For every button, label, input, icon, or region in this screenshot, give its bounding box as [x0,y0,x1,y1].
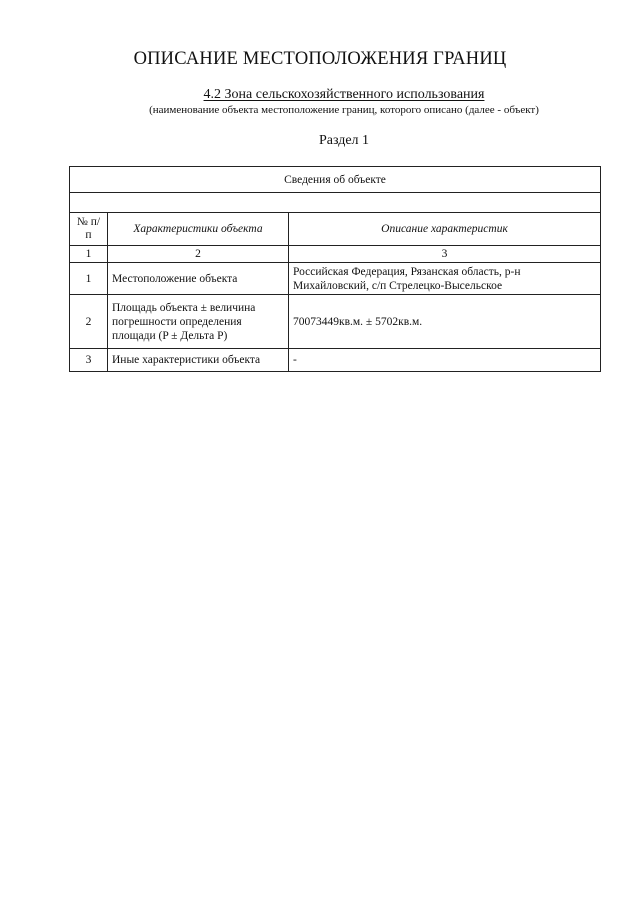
row-description: Российская Федерация, Рязанская область, р-н Михайловский, с/п Стрелецко-Высельское [289,263,601,295]
table-caption: Сведения об объекте [70,167,601,193]
table-row [70,349,601,372]
row-description: 70073449кв.м. ± 5702кв.м. [289,295,601,349]
row-num: 3 [70,349,108,372]
table-caption-row [70,167,601,193]
table-row [70,295,601,349]
section-title: Раздел 1 [318,133,370,148]
row-characteristic: Иные характеристики объекта [108,349,289,372]
page-title: ОПИСАНИЕ МЕСТОПОЛОЖЕНИЯ ГРАНИЦ [133,49,507,69]
table-row [70,263,601,295]
table-empty-row [70,193,601,213]
row-characteristic: Площадь объекта ± величина погрешности определения площади (P ± Дельта P) [108,295,289,349]
row-description: - [289,349,601,372]
table-header-row [70,213,601,246]
table-empty-cell [70,193,601,213]
row-num: 1 [70,263,108,295]
header-description: Описание характеристик [289,213,601,246]
index-cell-1: 1 [70,246,108,263]
header-num: № п/п [70,213,108,246]
index-cell-3: 3 [289,246,601,263]
object-name-caption: (наименование объекта местоположение границ, которого описано (далее - объект) [149,104,539,116]
index-cell-2: 2 [108,246,289,263]
header-characteristic: Характеристики объекта [108,213,289,246]
object-info-table [69,166,601,372]
row-num: 2 [70,295,108,349]
table-index-row [70,246,601,263]
row-characteristic: Местоположение объекта [108,263,289,295]
object-name: 4.2 Зона сельскохозяйственного использования [203,87,485,102]
